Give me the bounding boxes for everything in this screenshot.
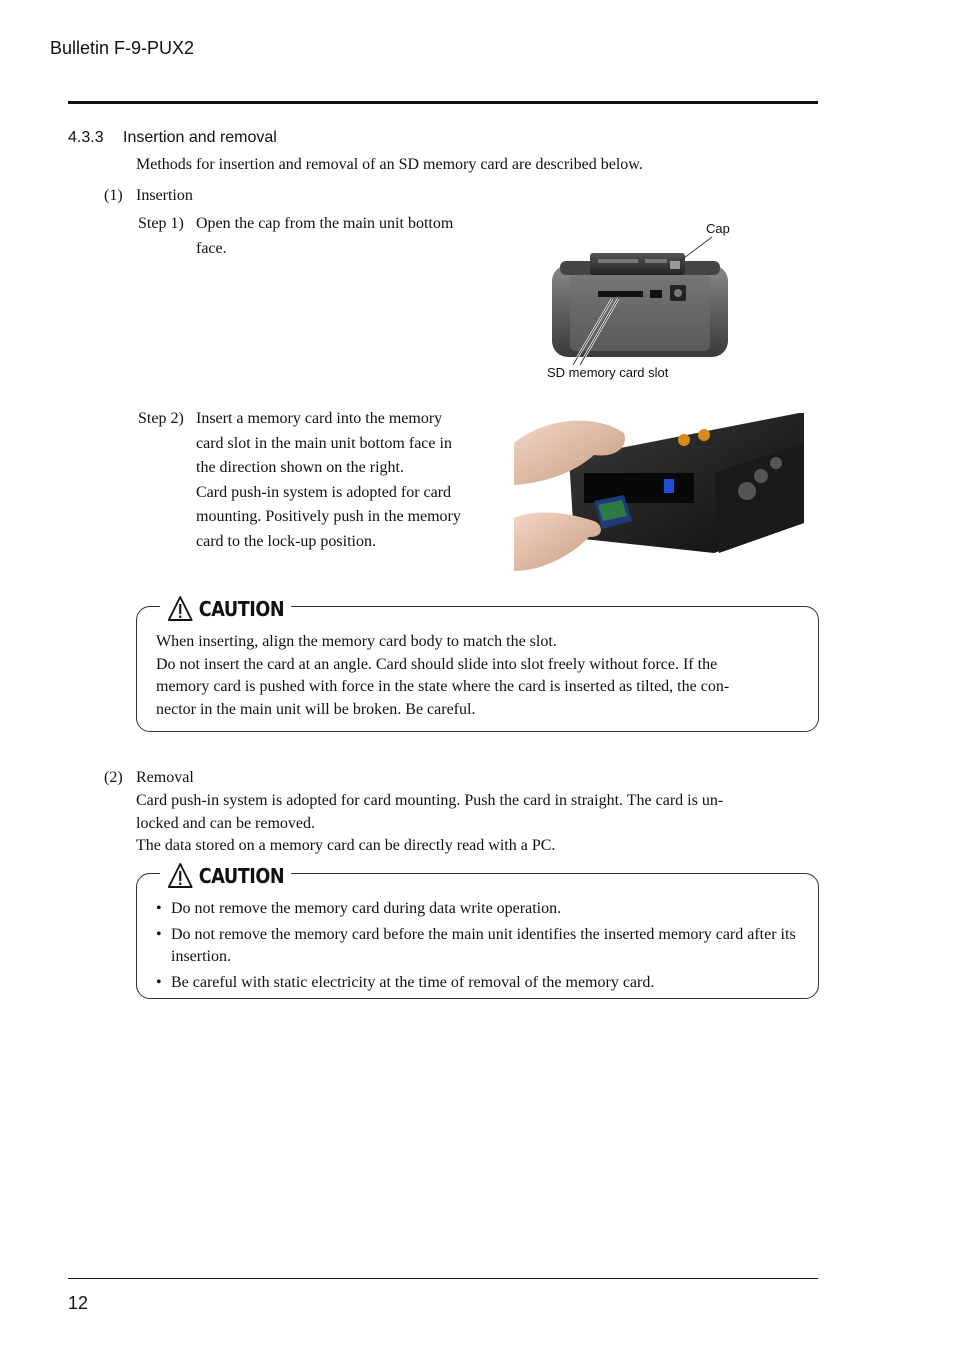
warning-triangle-icon [167, 862, 193, 889]
card-insertion-photo [514, 413, 804, 571]
step2-label: Step 2) [138, 410, 184, 427]
caution-text-removal [156, 898, 804, 997]
caution-heading-removal [160, 862, 291, 889]
removal-line: Card push-in system is adopted for card mounting. Push the card in straight. The card is un- [136, 792, 724, 809]
removal-body [136, 790, 816, 858]
bulletin-header: Bulletin F-9-PUX2 [50, 38, 195, 58]
step1-label: Step 1) [138, 215, 184, 232]
unit-bottom-figure [540, 215, 790, 385]
warning-triangle-icon [167, 595, 193, 622]
header-rule [68, 101, 818, 104]
caution-line: When inserting, align the memory card body to match the slot. [156, 633, 557, 650]
removal-label: (2) [104, 769, 123, 786]
removal-line: locked and can be removed. [136, 814, 316, 832]
caution-bullet: • Do not remove the memory card before the main unit identifies the inserted memory card after its insertion. [156, 924, 804, 969]
card-insertion-illustration [514, 413, 804, 571]
caution-text-insertion [156, 631, 806, 721]
step1-line1: Open the cap from the main unit bottom [196, 215, 454, 232]
step2-line6: card to the lock-up position. [196, 532, 376, 550]
step2-line1: Insert a memory card into the memory [196, 410, 443, 427]
caution-bullet: • Be careful with static electricity at the time of removal of the memory card. [156, 972, 804, 995]
step2 [138, 407, 508, 554]
step1 [138, 212, 498, 261]
caution-line: nector in the main unit will be broken. Be careful. [156, 700, 476, 718]
section-intro: Methods for insertion and removal of an SD memory card are described below. [136, 156, 643, 173]
removal-heading [104, 766, 194, 791]
footer-rule [68, 1278, 818, 1279]
insertion-title: Insertion [136, 187, 193, 204]
step2-line3: the direction shown on the right. [196, 459, 404, 476]
section-heading [68, 129, 277, 147]
caution-bullet-list [156, 898, 804, 994]
removal-title: Removal [136, 769, 194, 786]
cap-label: Cap [706, 221, 730, 236]
removal-line: The data stored on a memory card can be directly read with a PC. [136, 837, 556, 854]
step1-line2: face. [196, 239, 227, 257]
step2-line4: Card push-in system is adopted for card [196, 483, 452, 501]
caution-heading-insertion [160, 595, 291, 622]
caution-line: memory card is pushed with force in the state where the card is inserted as tilted, the con- [156, 678, 730, 695]
step2-line5: mounting. Positively push in the memory [196, 508, 461, 525]
insertion-heading [104, 184, 193, 209]
unit-bottom-illustration [540, 215, 790, 385]
caution-bullet: • Do not remove the memory card during data write operation. [156, 898, 804, 921]
section-number: 4.3.3 [68, 129, 104, 146]
caution-title-insertion: CAUTION [198, 596, 285, 621]
sd-slot-label: SD memory card slot [547, 365, 669, 380]
section-title: Insertion and removal [123, 129, 277, 146]
page-number: 12 [68, 1293, 89, 1313]
step2-line2: card slot in the main unit bottom face in [196, 434, 452, 452]
caution-title-removal: CAUTION [198, 863, 285, 888]
caution-line: Do not insert the card at an angle. Card should slide into slot freely without force. If the [156, 655, 718, 673]
insertion-label: (1) [104, 187, 123, 204]
